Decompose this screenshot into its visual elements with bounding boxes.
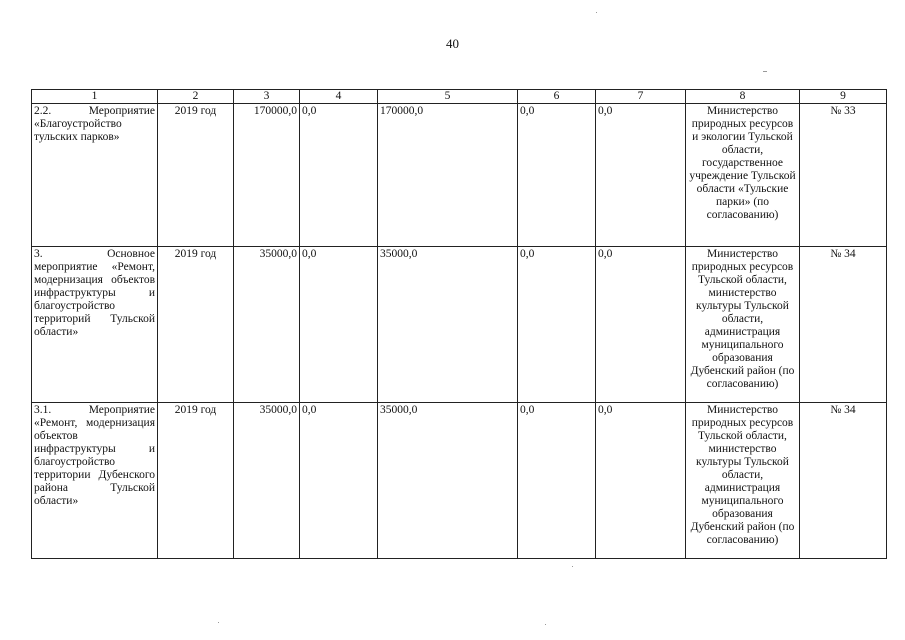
value-cell: 0,0 <box>518 403 596 559</box>
column-header: 2 <box>158 90 234 104</box>
value-cell: 0,0 <box>518 104 596 247</box>
column-header: 4 <box>300 90 378 104</box>
table-row <box>32 104 887 247</box>
value-cell: 0,0 <box>300 247 378 403</box>
table-header-row <box>32 90 887 104</box>
activity-name-cell: 3.1. Мероприятие «Ремонт, модернизация объектов инфраструктуры и благоустройство территории Дубенского района Тульской области» <box>32 403 158 559</box>
column-header: 7 <box>596 90 686 104</box>
year-cell: 2019 год <box>158 104 234 247</box>
responsible-cell: Министерство природных ресурсов Тульской области, министерство культуры Тульской области, администрация муниципального образования Дубенский район (по согласованию) <box>686 403 800 559</box>
total-cell: 170000,0 <box>234 104 300 247</box>
column-header: 1 <box>32 90 158 104</box>
value-cell: 0,0 <box>596 403 686 559</box>
column-header: 9 <box>800 90 887 104</box>
scan-speck <box>545 624 546 625</box>
table-row <box>32 247 887 403</box>
value-cell: 0,0 <box>596 104 686 247</box>
reference-cell: № 34 <box>800 403 887 559</box>
page-number: 40 <box>446 36 459 51</box>
column-header: 3 <box>234 90 300 104</box>
total-cell: 35000,0 <box>234 247 300 403</box>
value-cell: 35000,0 <box>378 403 518 559</box>
table-row <box>32 403 887 559</box>
activity-name-cell: 2.2. Мероприятие «Благоустройство тульских парков» <box>32 104 158 247</box>
reference-cell: № 34 <box>800 247 887 403</box>
responsible-cell: Министерство природных ресурсов и экологии Тульской области, государственное учреждение Тульской области «Тульские парки» (по согласованию) <box>686 104 800 247</box>
column-header: 6 <box>518 90 596 104</box>
total-cell: 35000,0 <box>234 403 300 559</box>
column-header: 8 <box>686 90 800 104</box>
value-cell: 0,0 <box>300 403 378 559</box>
year-cell: 2019 год <box>158 247 234 403</box>
column-header: 5 <box>378 90 518 104</box>
scan-speck <box>596 12 597 13</box>
scan-speck <box>572 566 573 567</box>
program-table <box>31 89 887 559</box>
value-cell: 35000,0 <box>378 247 518 403</box>
value-cell: 0,0 <box>596 247 686 403</box>
scan-speck <box>218 622 219 623</box>
responsible-cell: Министерство природных ресурсов Тульской области, министерство культуры Тульской области, администрация муниципального образования Дубенский район (по согласованию) <box>686 247 800 403</box>
value-cell: 0,0 <box>300 104 378 247</box>
value-cell: 170000,0 <box>378 104 518 247</box>
value-cell: 0,0 <box>518 247 596 403</box>
scan-speck <box>763 71 767 72</box>
year-cell: 2019 год <box>158 403 234 559</box>
reference-cell: № 33 <box>800 104 887 247</box>
activity-name-cell: 3. Основное мероприятие «Ремонт, модернизация объектов инфраструктуры и благоустройство территорий Тульской области» <box>32 247 158 403</box>
